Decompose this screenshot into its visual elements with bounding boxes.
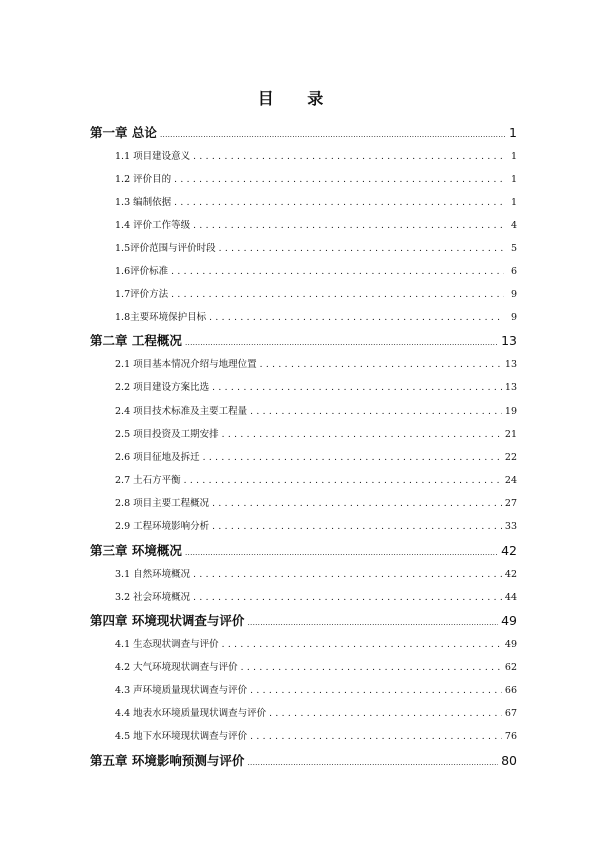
toc-section-1-8[interactable] <box>115 309 517 323</box>
dot-leader <box>212 499 502 509</box>
dot-leader <box>185 548 498 557</box>
toc-section-4-3[interactable] <box>115 682 517 696</box>
toc-page-number: 42 <box>504 569 517 580</box>
dot-leader <box>160 130 506 139</box>
toc-section-1-7[interactable] <box>115 286 517 300</box>
toc-section-label: 3.2 社会环境概况 <box>115 592 191 603</box>
toc-section-label: 4.1 生态现状调查与评价 <box>115 639 219 650</box>
toc-page-number: 21 <box>504 429 517 440</box>
toc-section-label: 3.1 自然环境概况 <box>115 569 191 580</box>
dot-leader <box>212 522 502 532</box>
dot-leader <box>222 640 502 650</box>
dot-leader <box>260 360 502 370</box>
toc-chapter-1[interactable] <box>90 123 517 141</box>
toc-page-number: 80 <box>501 753 517 768</box>
toc-section-label: 2.7 土石方平衡 <box>115 475 181 486</box>
dot-leader <box>269 709 502 719</box>
toc-page-number: 33 <box>504 521 517 532</box>
toc-page-number: 13 <box>501 333 517 348</box>
toc-chapter-label: 第四章 环境现状调查与评价 <box>90 613 245 628</box>
toc-section-3-1[interactable] <box>115 566 517 580</box>
toc-section-label: 1.8主要环境保护目标 <box>115 312 207 323</box>
toc-page-number: 62 <box>504 662 517 673</box>
toc-section-2-8[interactable] <box>115 495 517 509</box>
toc-page-number: 1 <box>509 125 517 140</box>
toc-section-4-5[interactable] <box>115 728 517 742</box>
dot-leader <box>241 663 502 673</box>
toc-section-4-1[interactable] <box>115 636 517 650</box>
dot-leader <box>250 686 502 696</box>
toc-page-number: 76 <box>504 731 517 742</box>
toc-chapter-label: 第二章 工程概况 <box>90 333 182 348</box>
dot-leader <box>174 175 504 185</box>
toc-page-number: 9 <box>510 312 517 323</box>
dot-leader <box>247 618 498 627</box>
toc-section-1-1[interactable] <box>115 148 517 162</box>
toc-page-number: 22 <box>504 452 517 463</box>
toc-chapter-label: 第三章 环境概况 <box>90 543 182 558</box>
dot-leader <box>193 593 502 603</box>
toc-page-number: 1 <box>510 174 517 185</box>
toc-chapter-5[interactable] <box>90 751 517 769</box>
dot-leader <box>193 221 504 231</box>
toc-section-label: 2.1 项目基本情况介绍与地理位置 <box>115 359 257 370</box>
dot-leader <box>222 430 502 440</box>
toc-page-number: 13 <box>504 382 517 393</box>
toc-page-number: 19 <box>504 406 517 417</box>
dot-leader <box>250 407 502 417</box>
dot-leader <box>193 152 504 162</box>
toc-chapter-4[interactable] <box>90 611 517 629</box>
toc-section-2-2[interactable] <box>115 379 517 393</box>
dot-leader <box>219 244 504 254</box>
toc-page-number: 1 <box>510 151 517 162</box>
toc-section-label: 2.4 项目技术标准及主要工程量 <box>115 406 248 417</box>
toc-section-2-4[interactable] <box>115 403 517 417</box>
toc-page-number: 67 <box>504 708 517 719</box>
toc-section-label: 2.6 项目征地及拆迁 <box>115 452 200 463</box>
toc-page-number: 6 <box>510 266 517 277</box>
toc-section-4-2[interactable] <box>115 659 517 673</box>
toc-page-number: 44 <box>504 592 517 603</box>
toc-section-label: 4.5 地下水环境现状调查与评价 <box>115 731 248 742</box>
toc-section-label: 1.5评价范围与评价时段 <box>115 243 216 254</box>
toc-page-number: 4 <box>510 220 517 231</box>
toc-section-label: 4.2 大气环境现状调查与评价 <box>115 662 238 673</box>
toc-section-1-4[interactable] <box>115 217 517 231</box>
toc-section-1-3[interactable] <box>115 194 517 208</box>
toc-section-2-1[interactable] <box>115 356 517 370</box>
toc-section-label: 1.1 项目建设意义 <box>115 151 191 162</box>
page-title: 目 录 <box>257 89 338 108</box>
toc-page-number: 9 <box>510 289 517 300</box>
toc-section-3-2[interactable] <box>115 589 517 603</box>
toc-section-2-9[interactable] <box>115 518 517 532</box>
toc-page-number: 66 <box>504 685 517 696</box>
dot-leader <box>250 732 502 742</box>
toc-section-label: 2.8 项目主要工程概况 <box>115 498 210 509</box>
dot-leader <box>247 758 498 767</box>
toc-section-label: 1.2 评价目的 <box>115 174 172 185</box>
dot-leader <box>203 453 502 463</box>
toc-section-label: 4.3 声环境质量现状调查与评价 <box>115 685 248 696</box>
toc-section-label: 1.3 编制依据 <box>115 197 172 208</box>
toc-section-label: 2.5 项目投资及工期安排 <box>115 429 219 440</box>
toc-section-label: 2.2 项目建设方案比选 <box>115 382 210 393</box>
toc-section-4-4[interactable] <box>115 705 517 719</box>
toc-page-number: 13 <box>504 359 517 370</box>
toc-section-label: 1.4 评价工作等级 <box>115 220 191 231</box>
dot-leader <box>193 570 502 580</box>
toc-page-number: 5 <box>510 243 517 254</box>
toc-chapter-2[interactable] <box>90 331 517 349</box>
toc-page-number: 42 <box>501 543 517 558</box>
toc-page-number: 24 <box>504 475 517 486</box>
toc-page-number: 1 <box>510 197 517 208</box>
toc-section-label: 1.7评价方法 <box>115 289 169 300</box>
dot-leader <box>171 290 504 300</box>
toc-section-2-5[interactable] <box>115 426 517 440</box>
toc-chapter-3[interactable] <box>90 541 517 559</box>
toc-section-label: 2.9 工程环境影响分析 <box>115 521 210 532</box>
toc-section-1-2[interactable] <box>115 171 517 185</box>
toc-page-number: 49 <box>501 613 517 628</box>
toc-chapter-label: 第一章 总论 <box>90 125 157 140</box>
dot-leader <box>185 338 498 347</box>
toc-section-label: 4.4 地表水环境质量现状调查与评价 <box>115 708 267 719</box>
toc-chapter-label: 第五章 环境影响预测与评价 <box>90 753 245 768</box>
toc-page-number: 27 <box>504 498 517 509</box>
toc-section-2-6[interactable] <box>115 449 517 463</box>
toc-section-1-5[interactable] <box>115 240 517 254</box>
dot-leader <box>184 476 502 486</box>
dot-leader <box>212 383 502 393</box>
dot-leader <box>174 198 504 208</box>
dot-leader <box>171 267 504 277</box>
toc-page-number: 49 <box>504 639 517 650</box>
toc-section-label: 1.6评价标准 <box>115 266 169 277</box>
toc-section-2-7[interactable] <box>115 472 517 486</box>
dot-leader <box>209 313 504 323</box>
toc-section-1-6[interactable] <box>115 263 517 277</box>
